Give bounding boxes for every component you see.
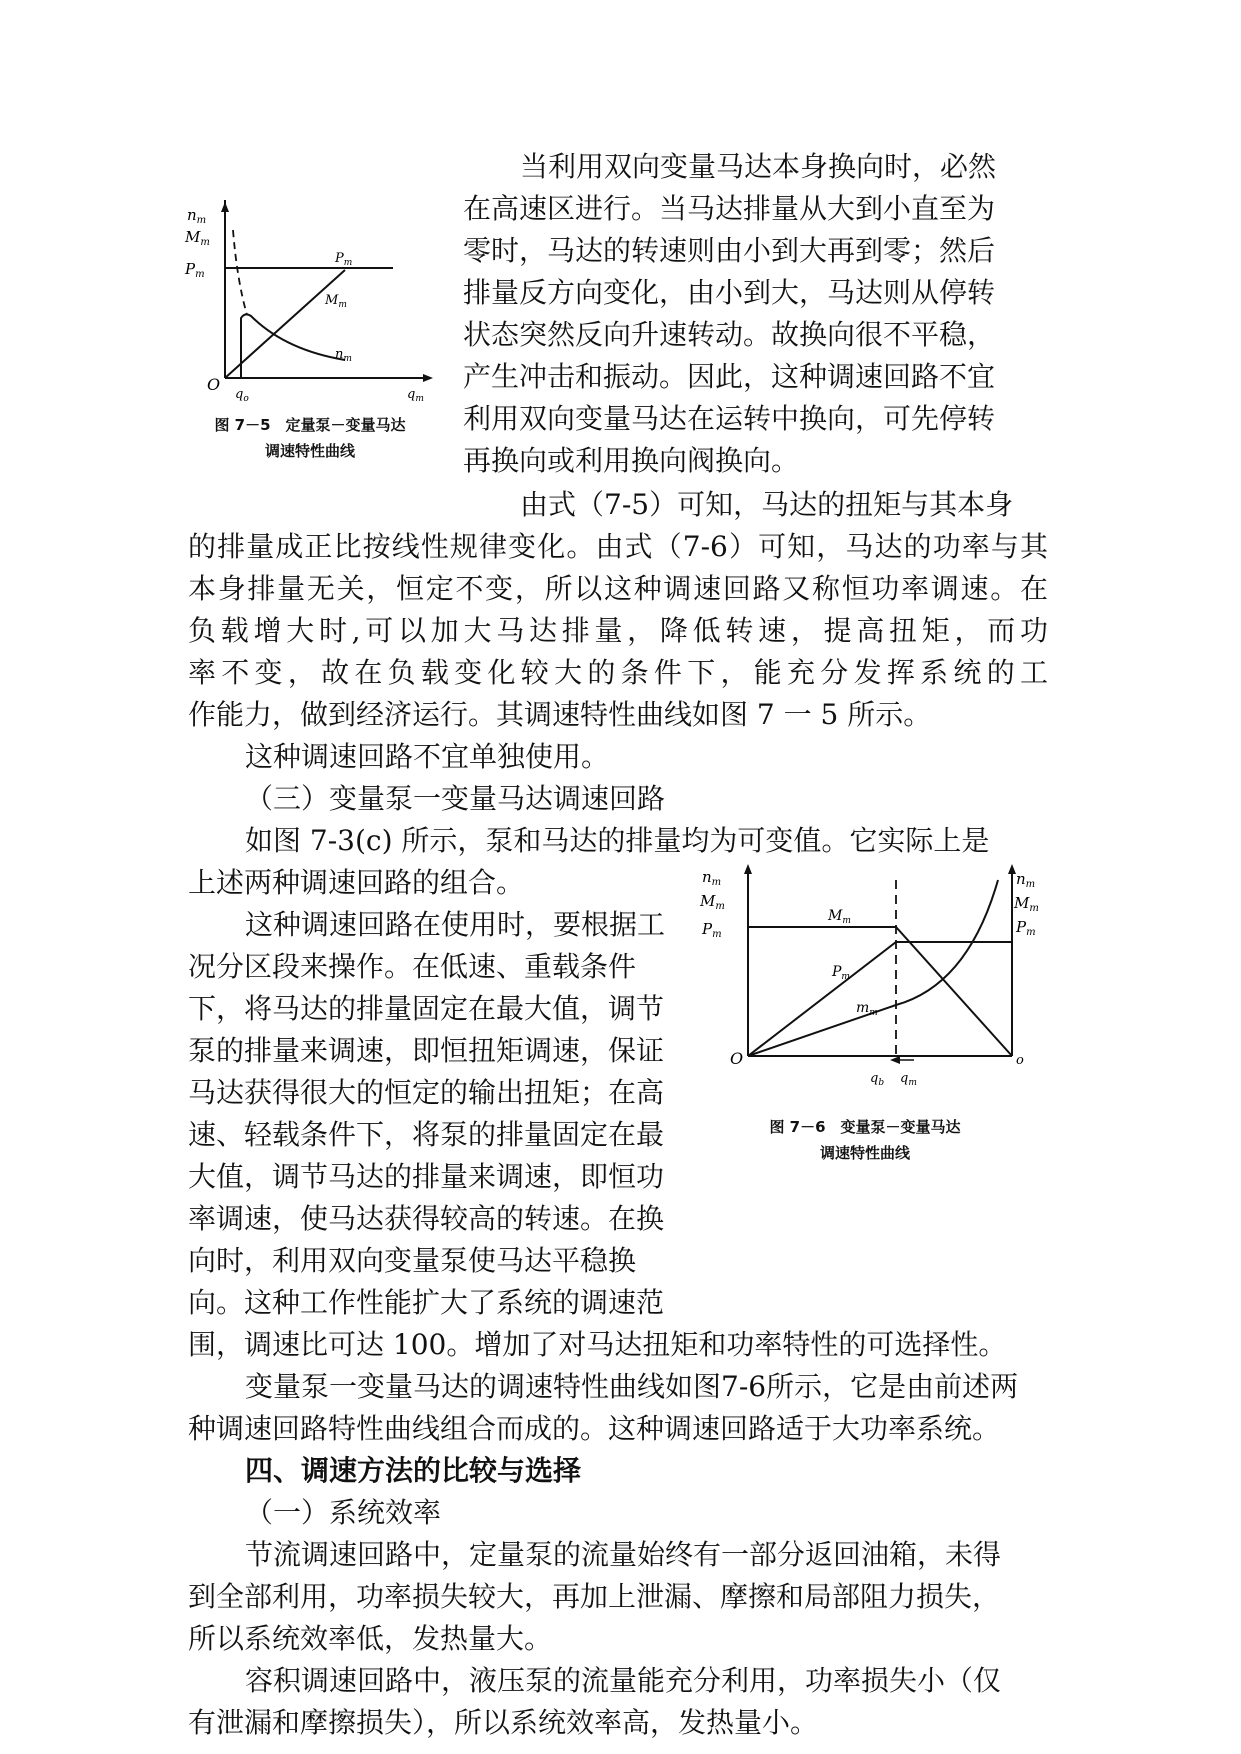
text-line: 作能力，做到经济运行。其调速特性曲线如图 7 一 5 所示。 — [188, 698, 932, 731]
section-subheading: （一）系统效率 — [245, 1496, 442, 1529]
fig76-right-n-label: $n_m$ — [1016, 870, 1036, 890]
text-line: 向时，利用双向变量泵使马达平稳换 — [188, 1244, 637, 1277]
text-line: 上述两种调速回路的组合。 — [188, 866, 525, 899]
text-line: 本身排量无关，恒定不变，所以这种调速回路又称恒功率调速。在 — [188, 572, 1048, 605]
text-line: 负载增大时,可以加大马达排量，降低转速，提高扭矩，而功 — [188, 614, 1048, 647]
figure-7-5-diagram — [185, 200, 445, 404]
text-line: 况分区段来操作。在低速、重载条件 — [188, 950, 637, 983]
section-heading-bold: 四、调速方法的比较与选择 — [245, 1454, 582, 1487]
text-line: 率调速，使马达获得较高的转速。在换 — [188, 1202, 665, 1235]
fig75-curve-n-label: $n_m$ — [335, 347, 352, 364]
text-line: 到全部利用，功率损失较大，再加上泄漏、摩擦和局部阻力损失， — [188, 1580, 1001, 1613]
text-line: 在高速区进行。当马达排量从大到小直至为 — [463, 192, 996, 225]
fig76-curve-p-label: $P_m$ — [832, 964, 850, 982]
text-line: 容积调速回路中，液压泵的流量能充分利用，功率损失小（仅 — [245, 1664, 1002, 1697]
text-line: 零时，马达的转速则由小到大再到零；然后 — [463, 234, 996, 267]
text-line: 围，调速比可达 100。增加了对马达扭矩和功率特性的可选择性。 — [188, 1328, 1007, 1361]
fig76-origin-right: o — [1016, 1053, 1024, 1068]
text-line: 有泄漏和摩擦损失），所以系统效率高，发热量小。 — [188, 1706, 819, 1739]
fig76-curve-m-label: $M_m$ — [828, 908, 851, 926]
fig76-qb-label: $q_b$ — [870, 1071, 885, 1088]
fig75-curve-p-label: $P_m$ — [335, 251, 353, 268]
figure-7-6-diagram — [700, 860, 1039, 1100]
text-line: 马达获得很大的恒定的输出扭矩；在高 — [188, 1076, 665, 1109]
fig75-curve-m-label: $M_m$ — [325, 293, 347, 310]
text-line: 率不变，故在负载变化较大的条件下，能充分发挥系统的工 — [188, 656, 1048, 689]
text-line: 状态突然反向升速转动。故换向很不平稳， — [463, 318, 996, 351]
fig76-right-p-label: $P_m$ — [1016, 918, 1036, 938]
text-line: 再换向或利用换向阀换向。 — [463, 444, 800, 477]
fig75-n-label: $n_m$ — [187, 206, 207, 226]
text-line: 泵的排量来调速，即恒扭矩调速，保证 — [188, 1034, 665, 1067]
figure-7-5-caption-line2: 调速特性曲线 — [264, 442, 355, 460]
section-heading: （三）变量泵一变量马达调速回路 — [245, 782, 666, 815]
fig75-q-label: $q_m$ — [407, 387, 424, 404]
fig76-right-m-label: $M_m$ — [1014, 894, 1039, 914]
text-line: 产生冲击和振动。因此，这种调速回路不宜 — [463, 360, 996, 393]
figure-7-6-caption-line1: 图 7－6 变量泵－变量马达 — [769, 1118, 961, 1136]
fig75-origin: O — [207, 375, 221, 394]
fig75-q0-label: $q_o$ — [235, 387, 249, 404]
fig76-curve-n-label: $m_m$ — [856, 1000, 878, 1018]
fig75-p-label: $P_m$ — [185, 260, 205, 280]
text-line: 如图 7-3(c) 所示，泵和马达的排量均为可变值。它实际上是 — [245, 824, 990, 857]
fig76-origin: O — [730, 1049, 744, 1068]
text-line: 排量反方向变化，由小到大，马达则从停转 — [463, 276, 996, 309]
text-line: 速、轻载条件下，将泵的排量固定在最 — [188, 1118, 665, 1151]
fig76-m-label: $M_m$ — [700, 892, 725, 912]
text-line: 下，将马达的排量固定在最大值，调节 — [188, 992, 665, 1025]
fig76-qm-label: $q_m$ — [900, 1071, 917, 1088]
text-line: 大值，调节马达的排量来调速，即恒功 — [188, 1160, 665, 1193]
text-line: 由式（7-5）可知，马达的扭矩与其本身 — [520, 488, 1014, 521]
figure-7-6-caption-line2: 调速特性曲线 — [819, 1144, 910, 1162]
text-line: 变量泵一变量马达的调速特性曲线如图7-6所示，它是由前述两 — [245, 1370, 1019, 1403]
fig76-p-label: $P_m$ — [702, 920, 722, 940]
fig76-n-label: $n_m$ — [702, 868, 722, 888]
figure-7-5-caption-line1: 图 7－5 定量泵－变量马达 — [214, 416, 406, 434]
text-line: 种调速回路特性曲线组合而成的。这种调速回路适于大功率系统。 — [188, 1412, 1001, 1445]
text-line: 节流调速回路中，定量泵的流量始终有一部分返回油箱，未得 — [245, 1538, 1002, 1571]
text-line: 当利用双向变量马达本身换向时，必然 — [520, 150, 997, 183]
text-line: 的排量成正比按线性规律变化。由式（7-6）可知，马达的功率与其 — [188, 530, 1048, 563]
fig75-m-label: $M_m$ — [185, 228, 210, 248]
text-line: 向。这种工作性能扩大了系统的调速范 — [188, 1286, 665, 1319]
text-line: 所以系统效率低，发热量大。 — [188, 1622, 553, 1655]
text-line: 利用双向变量马达在运转中换向，可先停转 — [463, 402, 996, 435]
text-line: 这种调速回路不宜单独使用。 — [245, 740, 610, 773]
text-line: 这种调速回路在使用时，要根据工 — [245, 908, 666, 941]
